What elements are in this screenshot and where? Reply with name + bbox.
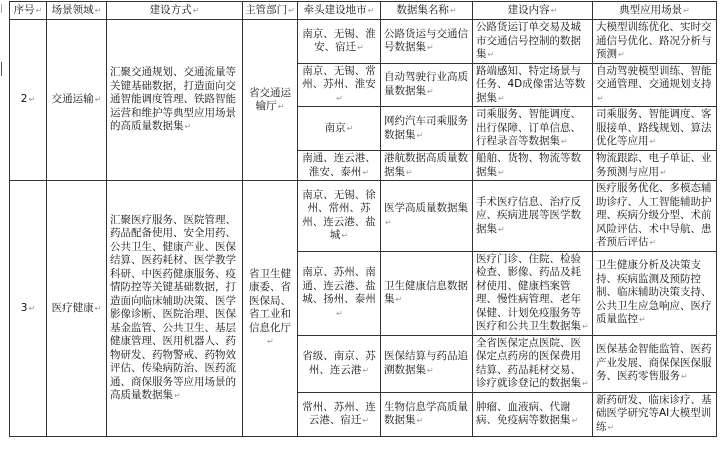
data-table-container (9, 1, 716, 437)
table-row (10, 181, 717, 252)
scenario-cell: 医保基金智能监管、医药产业发展、商保保医保服务、医药零售服务↵ (593, 335, 717, 392)
cities-cell: 省级、南京、苏州、连云港↵ (298, 335, 381, 392)
header-dept: 主管部门↵ (243, 2, 298, 20)
content-cell: 全省医保定点医院、医保定点药房的医保费用结算、药品耗材交易、诊疗就诊登记的数据集↵ (473, 335, 593, 392)
cities-cell: 南京、无锡、淮安、宿迁↵ (298, 20, 381, 64)
header-content: 建设内容↵ (473, 2, 593, 20)
cities-cell: 南京、无锡、徐州、常州、苏州、连云港、盐城↵ (298, 181, 381, 252)
method-cell: 汇聚交通规划、交通流量等关键基础数据，打造面向交通智能调度管理、铁路智能运营和维护等典型应用场景的高质量数据集↵ (107, 20, 243, 181)
dataset-cell: 港航数据高质量数据集↵ (381, 151, 473, 181)
cities-cell: 南京、无锡、常州、苏州、淮安↵ (298, 63, 381, 107)
header-dataset: 数据集名称↵ (381, 2, 473, 20)
content-cell: 医疗门诊、住院、检验检查、影像、药品及耗材使用、健康档案管理、慢性病管理、老年保健、计划免疫服务等医疗和公共卫生数据集↵ (473, 251, 593, 335)
header-scenario: 典型应用场景↵ (593, 2, 717, 20)
method-cell: 汇聚医疗服务、医院管理、药品配备使用、安全用药、公共卫生、健康产业、医保结算、医药耗材、医学教学科研、中医药健康服务、疫情防控等关键基础数据，打造面向临床辅助决策、医学影像诊断、医院治理、医保基金监管、公共卫生、基层健康管理、医用机器人、药物研发、药物警戒、药物效评估、传染病防治、医药流通、商保服务等应用场景的高质量数据集↵ (107, 181, 243, 437)
header-cities: 牵头建设地市↵ (298, 2, 381, 20)
scenario-cell: 卫生健康分析及决策支持、疾病监测及预防控制、临床辅助决策支持、公共卫生应急响应、医疗质量监控↵ (593, 251, 717, 335)
content-cell: 路端感知、特定场景与任务、4D成像雷达等数据集↵ (473, 63, 593, 107)
page-margin-marker: | (0, 4, 4, 14)
seq-cell: 3↵ (10, 181, 47, 437)
header-method: 建设方式↵ (107, 2, 243, 20)
seq-cell: 2↵ (10, 20, 47, 181)
domain-cell: 交通运输↵ (47, 20, 107, 181)
cities-cell: 常州、苏州、连云港、宿迁↵ (298, 392, 381, 436)
cities-cell: 南京、苏州、南通、连云港、盐城、扬州、泰州↵ (298, 251, 381, 335)
header-row (10, 2, 717, 20)
scenario-cell: 自动驾驶模型训练、智能交通管理、交通规划支持↵ (593, 63, 717, 107)
dataset-cell: 医保结算与药品追溯数据集↵ (381, 335, 473, 392)
cities-cell: 南通、连云港、淮安、泰州↵ (298, 151, 381, 181)
dataset-cell: 网约汽车司乘服务数据集↵ (381, 107, 473, 151)
scenario-cell: 医疗服务优化、多模态辅助诊疗、人工智能辅助护理、疾病分级分型、术前风险评估、术中导航、患者预后评估↵ (593, 181, 717, 252)
domain-cell: 医疗健康↵ (47, 181, 107, 437)
dept-cell: 省卫生健康委、省医保局、省工业和信息化厅↵ (243, 181, 298, 437)
dataset-cell: 生物信息学高质量数据集↵ (381, 392, 473, 436)
cities-cell: 南京↵ (298, 107, 381, 151)
scenario-cell: 大模型训练优化、实时交通信号优化、路况分析与预测↵ (593, 20, 717, 64)
dept-cell: 省交通运输厅↵ (243, 20, 298, 181)
content-cell: 司乘服务、智能调度、出行保障、订单信息、行程录音等数据集↵ (473, 107, 593, 151)
scenario-cell: 司乘服务、智能调度、客服接单、路线规划、算法优化等应用↵ (593, 107, 717, 151)
dataset-cell: 自动驾驶行业高质量数据集↵ (381, 63, 473, 107)
dataset-cell: 医学高质量数据集↵ (381, 181, 473, 252)
content-cell: 公路货运订单交易及城市交通信号控制的数据集↵ (473, 20, 593, 64)
scenario-cell: 新药研发、临床诊疗、基础医学研究等AI大模型训练↵ (593, 392, 717, 436)
margin-line (1, 62, 2, 76)
content-cell: 船舶、货物、物流等数据集↵ (473, 151, 593, 181)
content-cell: 肿瘤、血液病、代谢病、免疫病等数据集↵ (473, 392, 593, 436)
data-table (9, 1, 717, 437)
header-domain: 场景领域↵ (47, 2, 107, 20)
dataset-cell: 卫生健康信息数据集↵ (381, 251, 473, 335)
content-cell: 手术医疗信息、治疗反应、疾病进展等医学数据集↵ (473, 181, 593, 252)
scenario-cell: 物流跟踪、电子单证、业务预测与应用↵ (593, 151, 717, 181)
table-row (10, 20, 717, 64)
header-seq: 序号↵ (10, 2, 47, 20)
dataset-cell: 公路货运与交通信号数据集↵ (381, 20, 473, 64)
